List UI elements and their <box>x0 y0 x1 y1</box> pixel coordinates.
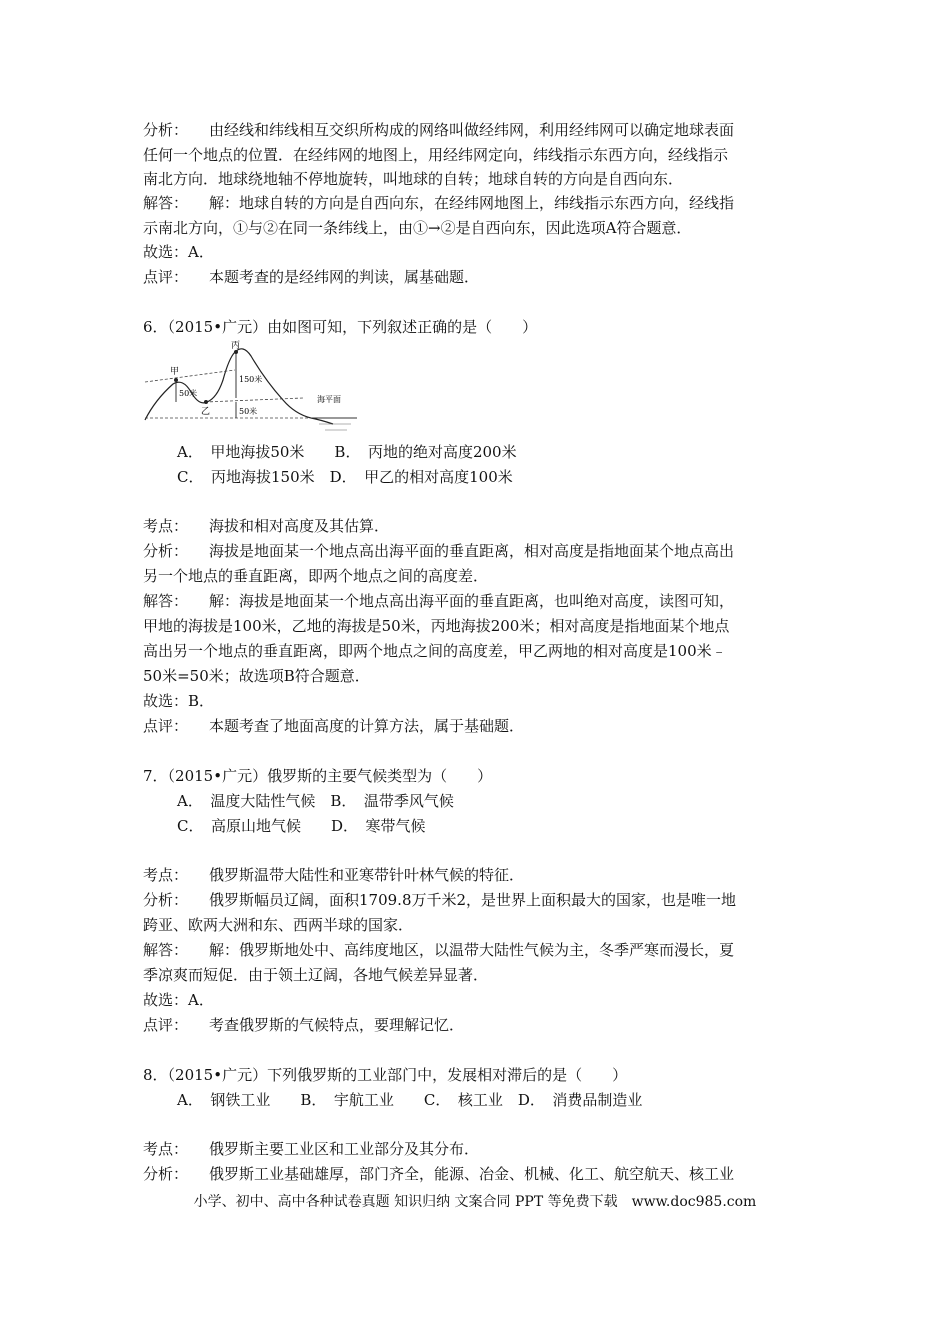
q7-answer-line-1: 解：俄罗斯地处中、高纬度地区，以温带大陆性气候为主，冬季严寒而漫长，夏 <box>209 941 735 959</box>
q5-analysis <box>143 118 734 142</box>
q5-analysis-line-1: 由经线和纬线相互交织所构成的网络叫做经纬网，利用经纬网可以确定地球表面 <box>209 121 735 139</box>
q7-point-text: 俄罗斯温带大陆性和亚寒带针叶林气候的特征． <box>209 866 525 884</box>
q5-analysis-line-3: 南北方向．地球绕地轴不停地旋转，叫地球的自转；地球自转的方向是自西向东． <box>143 170 684 188</box>
q8-analysis-line-1: 俄罗斯工业基础雄厚，部门齐全，能源、冶金、机械、化工、航空航天、核工业 <box>209 1165 735 1183</box>
q5-comment-label: 点评： <box>143 268 189 286</box>
q8-question: 8．（2015•广元）下列俄罗斯的工业部门中，发展相对滞后的是（ ） <box>143 1066 628 1084</box>
q6-answer-label: 解答： <box>143 592 189 610</box>
q6-choice: 故选：B． <box>143 692 215 710</box>
q6-altitude-figure <box>143 340 363 436</box>
q5-answer-line-2: 示南北方向，①与②在同一条纬线上，由①→②是自西向东，因此选项A符合题意． <box>143 219 692 237</box>
label-sea-level: 海平面 <box>317 395 341 404</box>
q6-answer-line-4: 50米=50米；故选项B符合题意． <box>143 667 370 685</box>
q5-answer-line-1: 解：地球自转的方向是自西向东，在经纬网地图上，纬线指示东西方向，经线指 <box>209 194 735 212</box>
q7-options-row-2: C． 高原山地气候 D． 寒带气候 <box>177 817 426 835</box>
q6-point-label: 考点： <box>143 517 189 535</box>
q5-answer <box>143 191 734 215</box>
q6-analysis-label: 分析： <box>143 542 189 560</box>
q7-point <box>143 863 524 887</box>
q8-analysis <box>143 1162 734 1186</box>
q8-point <box>143 1137 479 1161</box>
q6-analysis-line-1: 海拔是地面某一个地点高出海平面的垂直距离，相对高度是指地面某个地点高出 <box>209 542 735 560</box>
q8-point-label: 考点： <box>143 1140 189 1158</box>
q7-comment <box>143 1013 464 1037</box>
q7-options-row-1: A． 温度大陆性气候 B． 温带季风气候 <box>177 792 454 810</box>
q6-analysis-line-2: 另一个地点的垂直距离，即两个地点之间的高度差． <box>143 567 489 585</box>
q5-analysis-label: 分析： <box>143 121 189 139</box>
q6-analysis <box>143 539 734 563</box>
q6-point-text: 海拔和相对高度及其估算． <box>209 517 390 535</box>
q8-options-row-1: A． 钢铁工业 B． 宇航工业 C． 核工业 D． 消费品制造业 <box>177 1091 643 1109</box>
q5-answer-label: 解答： <box>143 194 189 212</box>
q7-analysis <box>143 888 736 912</box>
q6-question: 6．（2015•广元）由如图可知，下列叙述正确的是（ ） <box>143 318 538 336</box>
q6-options-row-1: A． 甲地海拔50米 B． 丙地的绝对高度200米 <box>177 443 517 461</box>
q7-answer-label: 解答： <box>143 941 189 959</box>
q7-comment-label: 点评： <box>143 1016 189 1034</box>
jia-level-line <box>145 370 235 382</box>
q5-comment <box>143 265 479 289</box>
q6-answer-line-3: 高出另一个地点的垂直距离，即两个地点之间的高度差，甲乙两地的相对高度是100米﹣ <box>143 642 727 660</box>
q6-answer-line-1: 解：海拔是地面某一个地点高出海平面的垂直距离，也叫绝对高度，读图可知， <box>209 592 735 610</box>
label-jia: 甲 <box>170 367 180 377</box>
q6-comment-text: 本题考查了地面高度的计算方法，属于基础题． <box>209 717 525 735</box>
q7-analysis-line-1: 俄罗斯幅员辽阔，面积1709.8万千米2，是世界上面积最大的国家，也是唯一地 <box>209 891 737 909</box>
q6-answer <box>143 589 734 613</box>
q6-answer-line-2: 甲地的海拔是100米，乙地的海拔是50米，丙地海拔200米；相对高度是指地面某个地点 <box>143 617 730 635</box>
q7-analysis-label: 分析： <box>143 891 189 909</box>
q6-comment <box>143 714 524 738</box>
yi-level-line <box>205 398 303 402</box>
q7-question: 7．（2015•广元）俄罗斯的主要气候类型为（ ） <box>143 767 493 785</box>
label-50m-a: 50米 <box>179 389 198 398</box>
label-150m: 150米 <box>239 375 263 384</box>
q7-answer <box>143 938 734 962</box>
q8-analysis-label: 分析： <box>143 1165 189 1183</box>
q5-analysis-line-2: 任何一个地点的位置．在经纬网的地图上，用经纬网定向，纬线指示东西方向，经线指示 <box>143 146 729 164</box>
q6-options-row-2: C． 丙地海拔150米 D． 甲乙的相对高度100米 <box>177 468 513 486</box>
q8-point-text: 俄罗斯主要工业区和工业部分及其分布． <box>209 1140 480 1158</box>
q7-point-label: 考点： <box>143 866 189 884</box>
point-yi <box>204 400 208 404</box>
q5-choice: 故选：A． <box>143 243 214 261</box>
label-50m-b: 50米 <box>239 407 258 416</box>
q7-choice: 故选：A． <box>143 991 214 1009</box>
page-footer: 小学、初中、高中各种试卷真题 知识归纳 文案合同 PPT 等免费下载 www.doc985.com <box>193 1194 757 1210</box>
label-bing: 丙 <box>231 341 241 351</box>
q6-comment-label: 点评： <box>143 717 189 735</box>
q5-comment-text: 本题考查的是经纬网的判读，属基础题． <box>209 268 480 286</box>
q6-point <box>143 514 389 538</box>
label-yi: 乙 <box>201 407 211 417</box>
q7-answer-line-2: 季凉爽而短促．由于领土辽阔，各地气候差异显著． <box>143 966 489 984</box>
point-jia <box>174 378 178 382</box>
q7-analysis-line-2: 跨亚、欧两大洲和东、西两半球的国家． <box>143 916 414 934</box>
q7-comment-text: 考查俄罗斯的气候特点，要理解记忆． <box>209 1016 465 1034</box>
